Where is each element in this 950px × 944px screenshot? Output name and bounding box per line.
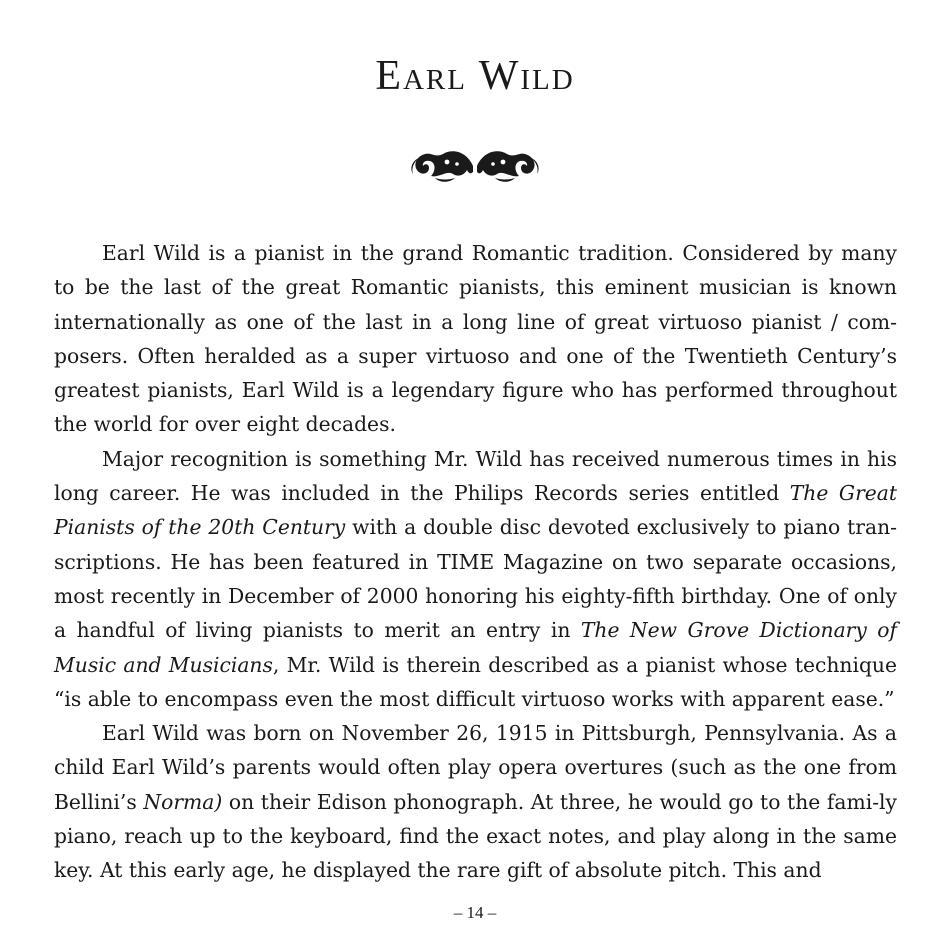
paragraph-1 bbox=[54, 236, 897, 442]
paragraph-text: with a double disc devoted exclusively to piano tran-scriptions. He has been featured in TIME Magazine on two separate occasions, most recently in December of 2000 honoring his eighty-fifth birthday. One of only a handful of living pianists to merit an entry in bbox=[54, 515, 897, 643]
fleuron-ornament-icon bbox=[405, 140, 545, 188]
paragraph-3 bbox=[54, 716, 897, 887]
paragraph-text: , Mr. Wild is therein described as a pianist whose technique “is able to encompass even the most difficult virtuoso works with apparent ease.” bbox=[54, 652, 897, 711]
italic-title-text: The Great Pianists of the 20th Century bbox=[54, 481, 898, 540]
body-text bbox=[54, 236, 897, 888]
paragraph-2 bbox=[54, 442, 897, 716]
italic-title-text: The New Grove Dictionary of Music and Musicians bbox=[54, 618, 898, 677]
paragraph-text: Major recognition is something Mr. Wild has received numerous times in his long career. He was included in the Philips Records series entitled bbox=[54, 446, 897, 506]
paragraph-text: on their Edison phonograph. At three, he would go to the fami-ly piano, reach up to the keyboard, find the exact notes, and play along in the same key. At this early age, he displayed the rare gift of absolute pitch. This and bbox=[54, 789, 897, 883]
page-number: – 14 – bbox=[453, 903, 497, 922]
page-title: Earl Wild bbox=[375, 53, 575, 99]
italic-title-text: Norma) bbox=[143, 789, 223, 814]
paragraph-text: Earl Wild was born on November 26, 1915 in Pittsburgh, Pennsylvania. As a child Earl Wild’s parents would often play opera overtures (such as the one from Bellini’s bbox=[54, 721, 897, 814]
paragraph-text: Earl Wild is a pianist in the grand Romantic tradition. Considered by many to be the last of the great Romantic pianists, this eminent musician is known internationally as one of the last in a long line of great virtuoso pianist / com-posers. Often heralded as a super virtuoso and one of the Twentieth Century’s greatest pianists, Earl Wild is a legendary figure who has performed throughout the world for over eight decades. bbox=[54, 241, 897, 437]
